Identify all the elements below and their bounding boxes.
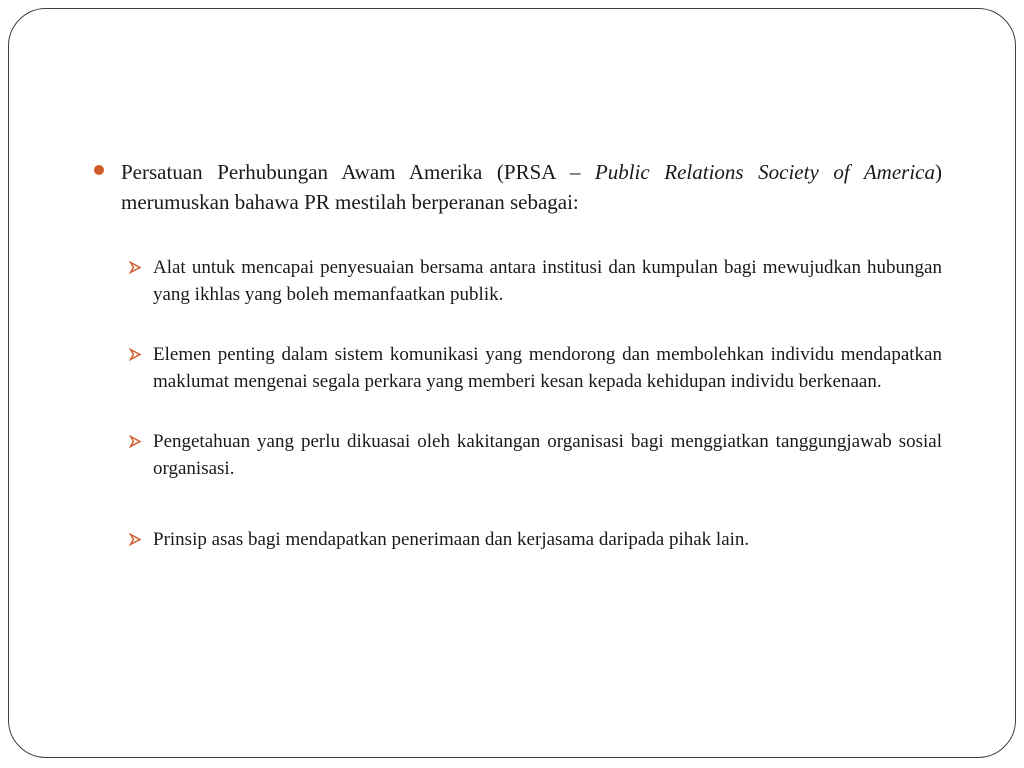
sub-point-item	[94, 526, 942, 553]
sub-point-item	[94, 428, 942, 482]
arrow-bullet-icon	[127, 428, 143, 455]
arrow-bullet-icon	[127, 341, 143, 368]
main-point-text-italic: Public Relations Society of America	[594, 160, 935, 184]
sub-point-text: Elemen penting dalam sistem komunikasi yang mendorong dan membolehkan individu mendapatkan maklumat mengenai segala perkara yang memberi kesan kepada kehidupan individu berkenaan.	[153, 344, 942, 392]
arrow-bullet-icon	[127, 526, 143, 553]
sub-point-item	[94, 254, 942, 308]
main-bullet-point	[94, 157, 942, 217]
sub-point-item	[94, 341, 942, 395]
sub-point-list	[94, 254, 942, 553]
bullet-dot-icon	[94, 165, 104, 175]
slide-frame	[8, 8, 1016, 758]
sub-point-text: Pengetahuan yang perlu dikuasai oleh kakitangan organisasi bagi menggiatkan tanggungjawab sosial organisasi.	[153, 431, 942, 479]
main-point-text-after: ) merumuskan bahawa PR mestilah berperanan sebagai:	[121, 160, 942, 214]
slide-content	[94, 157, 942, 553]
sub-point-text: Alat untuk mencapai penyesuaian bersama antara institusi dan kumpulan bagi mewujudkan hubungan yang ikhlas yang boleh memanfaatkan publik.	[153, 257, 942, 305]
arrow-bullet-icon	[127, 254, 143, 281]
sub-point-text: Prinsip asas bagi mendapatkan penerimaan dan kerjasama daripada pihak lain.	[153, 529, 750, 550]
main-point-text-before: Persatuan Perhubungan Awam Amerika (PRSA –	[121, 160, 595, 184]
